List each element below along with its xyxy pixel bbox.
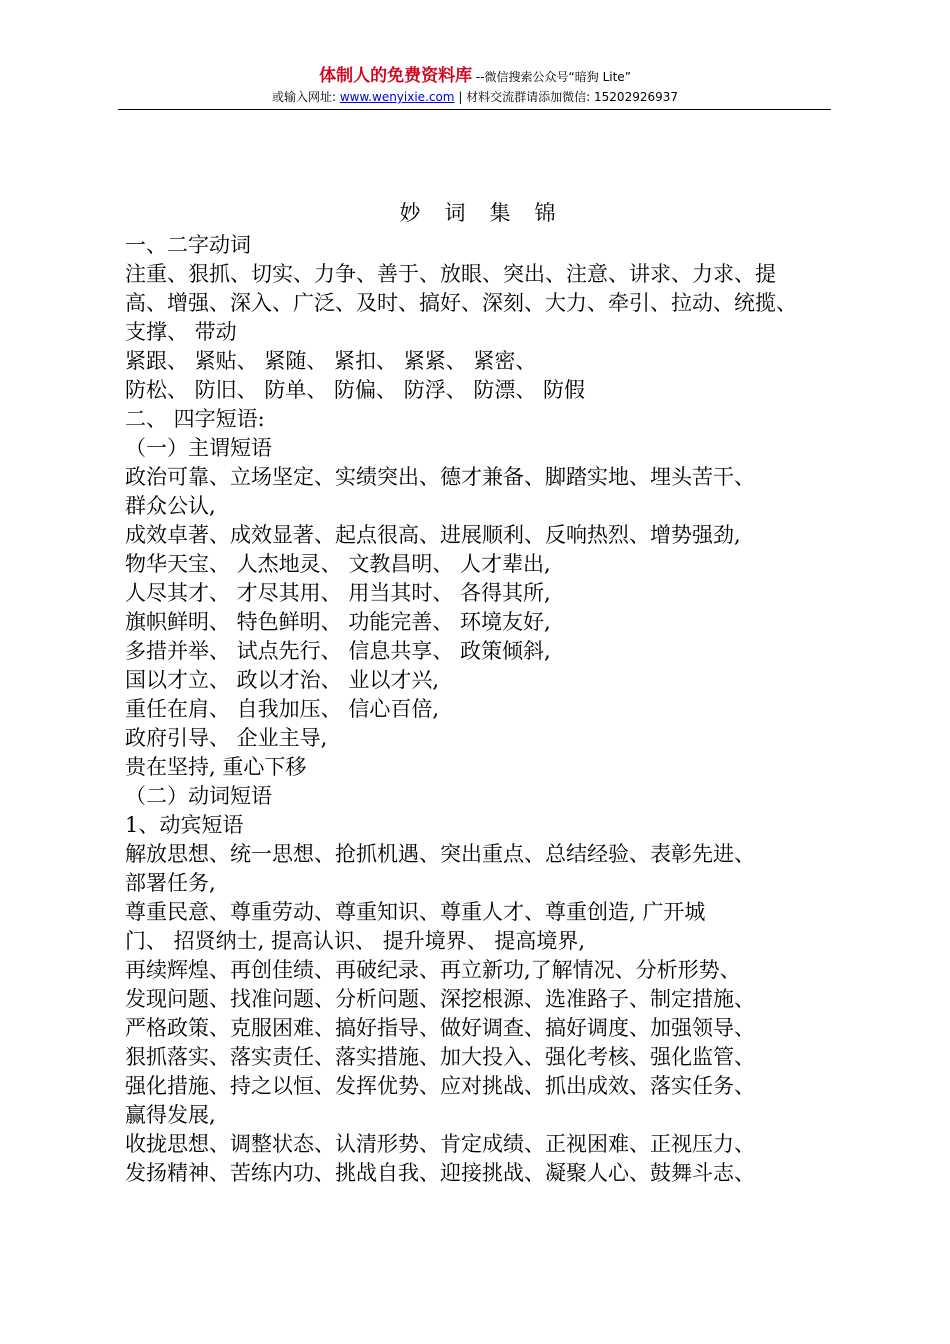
text-line: 赢得发展, [125, 1103, 216, 1127]
text-line: 群众公认, [125, 494, 216, 518]
text-line: 政府引导、 企业主导, [125, 726, 328, 750]
text-line: 支撑、 带动 [125, 320, 237, 344]
text-line: 二、 四字短语: [125, 407, 265, 431]
text-line: 贵在坚持, 重心下移 [125, 755, 307, 779]
text-line: 成效卓著、成效显著、起点很高、进展顺利、反响热烈、增势强劲, [125, 523, 741, 547]
text-line: 政治可靠、立场坚定、实绩突出、德才兼备、脚踏实地、埋头苦干、 [125, 465, 755, 489]
text-line: 一、二字动词 [125, 233, 251, 257]
text-line: （一）主谓短语 [125, 436, 272, 460]
contact-text: | 材料交流群请添加微信: 15202926937 [454, 90, 679, 104]
text-line: 高、增强、深入、广泛、及时、搞好、深刻、大力、牵引、拉动、统揽、 [125, 291, 797, 315]
text-line: 强化措施、持之以恒、发挥优势、应对挑战、抓出成效、落实任务、 [125, 1074, 755, 1098]
text-line: 物华天宝、 人杰地灵、 文教昌明、 人才辈出, [125, 552, 551, 576]
header-divider [118, 109, 831, 110]
text-line: 旗帜鲜明、 特色鲜明、 功能完善、 环境友好, [125, 610, 551, 634]
text-line: 重任在肩、 自我加压、 信心百倍, [125, 697, 440, 721]
website-link[interactable]: www.wenyixie.com [339, 90, 455, 104]
text-line: 狠抓落实、落实责任、落实措施、加大投入、强化考核、强化监管、 [125, 1045, 755, 1069]
page-header [0, 66, 950, 106]
document-body [125, 195, 830, 1188]
wechat-note: --微信搜索公众号“暗狗 Lite” [472, 70, 631, 84]
text-line: 再续辉煌、再创佳绩、再破纪录、再立新功,了解情况、分析形势、 [125, 958, 741, 982]
text-line: 尊重民意、尊重劳动、尊重知识、尊重人才、尊重创造, 广开城 [125, 900, 706, 924]
text-line: 人尽其才、 才尽其用、 用当其时、 各得其所, [125, 581, 551, 605]
brand-title: 体制人的免费资料库 [319, 66, 473, 86]
text-line: 部署任务, [125, 871, 216, 895]
text-line: 门、 招贤纳士, 提高认识、 提升境界、 提高境界, [125, 929, 586, 953]
document-title: 妙词集锦 [399, 201, 580, 225]
text-line: 紧跟、 紧贴、 紧随、 紧扣、 紧紧、 紧密、 [125, 349, 537, 373]
header-banner [0, 66, 950, 87]
text-line: 1、动宾短语 [125, 813, 244, 837]
text-line: 解放思想、统一思想、抢抓机遇、突出重点、总结经验、表彰先进、 [125, 842, 755, 866]
text-line: 国以才立、 政以才治、 业以才兴, [125, 668, 440, 692]
text-line: 注重、狠抓、切实、力争、善于、放眼、突出、注意、讲求、力求、提 [125, 262, 776, 286]
text-line: 多措并举、 试点先行、 信息共享、 政策倾斜, [125, 639, 551, 663]
text-line: 发现问题、找准问题、分析问题、深挖根源、选准路子、制定措施、 [125, 987, 755, 1011]
url-prefix: 或输入网址: [271, 90, 340, 104]
text-line: 严格政策、克服困难、搞好指导、做好调查、搞好调度、加强领导、 [125, 1016, 755, 1040]
text-line: 发扬精神、苦练内功、挑战自我、迎接挑战、凝聚人心、鼓舞斗志、 [125, 1161, 755, 1185]
header-contact [0, 88, 950, 106]
text-line: 防松、 防旧、 防单、 防偏、 防浮、 防漂、 防假 [125, 378, 586, 402]
text-line: （二）动词短语 [125, 784, 272, 808]
text-line: 收拢思想、调整状态、认清形势、肯定成绩、正视困难、正视压力、 [125, 1132, 755, 1156]
document-lines [125, 231, 830, 1188]
